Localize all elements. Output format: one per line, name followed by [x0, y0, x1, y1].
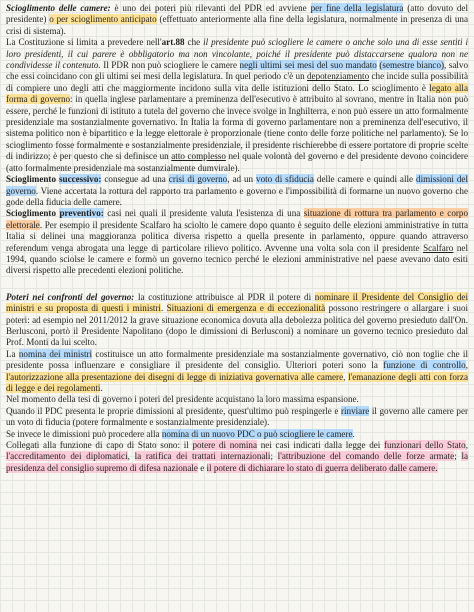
text-run: (atto dovuto del presidente) — [6, 3, 468, 25]
text-run: l'autorizzazione alla presentazione dei disegni di legge di iniziativa governativa alle camere — [6, 371, 344, 382]
text-run: nominare il Presidente del Consiglio dei ministri e su proposta di questi i ministri — [6, 291, 468, 314]
text-run: preventivo: — [59, 208, 104, 219]
text-run: . — [352, 428, 355, 439]
text-run: nomina di un nuovo PDC o può sciogliere le camere — [161, 428, 353, 439]
text-run: la presidenza del consiglio supremo di difesa nazionale — [6, 451, 469, 473]
text-run: Quando il PDC presenta le proprie dimissioni al presidente, quest'ultimo può respingerle e — [6, 405, 341, 416]
text-run: art.88 — [161, 37, 185, 48]
text-run: o per scioglimento anticipato — [49, 14, 157, 25]
text-run: l'emanazione degli atti con forza di legge e dei regolamenti — [6, 371, 468, 393]
text-run: il governo alle camere per un voto di fiducia (potere formalmente e sostanzialmente presidenziale). — [6, 405, 469, 428]
paragraph-scioglimento-preventivo — [6, 208, 468, 276]
text-run: voto di sfiducia — [256, 174, 314, 185]
text-run: (semestre bianco) — [379, 60, 445, 71]
text-run: l'attribuzione del comando delle forze armate — [277, 451, 455, 462]
text-run: crisi di governo — [168, 174, 228, 185]
text-run: Nel momento della tesi di governo i poteri del presidente acquistano la loro massima espansione. — [6, 394, 359, 405]
text-run: il presidente può sciogliere le camere o anche solo una di esse sentiti i loro presidenti, il cui parere è obbligatorio ma non vincolante, poiché il presidente può distaccarsene qualora non ne condividesse il contenuto. — [6, 37, 469, 71]
text-run: è uno dei poteri più rilevanti del PDR ed avviene — [110, 3, 311, 13]
text-run: . — [100, 383, 103, 393]
text-run: negli ultimi sei mesi del suo mandato — [239, 60, 377, 71]
text-run: l'accreditamento dei diplomatici — [6, 451, 128, 462]
text-run: per fine della legislatura — [310, 3, 404, 13]
paragraph-gap — [6, 277, 468, 292]
text-run: nei casi indicati dalla legge dei — [257, 440, 385, 451]
text-run: situazione di rottura tra parlamento e corpo elettorale — [6, 208, 468, 230]
text-run: , — [127, 451, 135, 462]
text-run: nel quale volontà del governo e del presidente devono coincidere (atto formalmente presidenziale ma sostanzialmente dumvirale). — [6, 151, 468, 173]
document-text — [6, 3, 468, 474]
text-run: , — [343, 371, 349, 382]
text-run: la costituzione attribuisce al PDR il potere di — [134, 291, 315, 302]
text-run: Situazioni di emergenza e di eccezionalità — [166, 303, 326, 314]
paragraph-poteri-governo — [6, 292, 468, 475]
text-run: funzione di controllo — [383, 360, 466, 371]
text-run: legato alla forma di governo — [6, 82, 468, 105]
text-run: atto complesso — [171, 151, 226, 162]
text-run: la ratifica dei trattati internazionali — [134, 451, 271, 462]
paragraph-scioglimento-successivo — [6, 174, 468, 208]
text-run: nel 1994, quando sciolse le camere e formò un governo tecnico perché le elezioni amministrative nel paese avevano dato esiti diversi rispetto alle precedenti elezioni politiche. — [6, 242, 468, 276]
text-run: , ad un — [227, 174, 257, 185]
text-run: . Per esempio il presidente Scalfaro ha sciolto le camere dopo quanto è seguito delle elezioni amministrative in tutta Italia si delinei una maggioranza politica diversa rispetto a quella presente in parlamento, oppure quando attraverso referendum venga abrogata una legge di particolare rilievo politico. Avvenne una volta sola con il presidente — [6, 219, 468, 253]
text-run: possono restringere o allargare i suoi poteri: ad esempio nel 2011/2012 la grave situazione economica dovuta alla debolezza politica del governo presieduto dall'On. Berlusconi, portò il Presidente Napolitano (dopo le dimissioni di Berlusconi) a nominare un governo tecnico presieduto dal Prof. Monti da lui scelto. — [6, 303, 469, 348]
text-run: il potere di dichiarare lo stato di guerra deliberato dalle camere. — [206, 462, 438, 473]
text-run: potere di nomina — [192, 440, 258, 451]
text-run: e — [197, 462, 207, 473]
text-run: consegue ad una — [101, 174, 169, 185]
text-run: Scioglimento delle camere: — [6, 3, 111, 13]
text-run: (effettuato anteriormente alla fine della legislatura, normalmente in presenza di una crisi di sistema). — [6, 14, 468, 36]
text-run: , — [465, 440, 468, 451]
text-run: . Viene accertata la rottura del rapporto tra parlamento e governo e l'impossibilità di formarne un nuovo governo che gode della fiducia delle camere. — [6, 185, 468, 207]
text-run: che incide sulla possibilità di compiere uno degli atti che maggiormente incidono sulla vita delle istituzioni dello Stato. Lo scioglimento è — [6, 71, 468, 93]
text-run: ; — [270, 451, 278, 462]
text-run: nomina dei ministri — [18, 348, 93, 359]
text-run: delle camere e quindi alle — [313, 174, 417, 185]
text-run: ; — [454, 451, 462, 462]
text-run: La — [6, 348, 19, 359]
text-run: , salvo che essi coincidano con gli ultimi sei mesi della legislatura. In quel periodo c'è un — [6, 60, 469, 82]
text-run: La Costituzione si limita a prevedere nell' — [6, 37, 162, 48]
text-run: Poteri nei confronti del governo: — [6, 291, 135, 302]
text-run: : in quella inglese parlamentare a preminenza dell'esecutivo è attribuito al sovrano, mentre in Italia non può essere, perché le funzioni di istituto a tutela del governo che invece svolge in Inghilterra, e non può essere un atto formalmente presidenziale ma sostanzialmente governativo. In Italia la forma di governo parlamentare non a preminenza dell'esecutivo, il sistema politico non è bipartitico e la legge elettorale è proporzionale (tiene conto delle forze politiche nel parlamento). Se lo scioglimento fosse formalmente e sostanzialmente presidenziale, il presidente rischierebbe di essere portatore di proprie scelte di indirizzo; è per questo che si definisce un — [6, 94, 469, 162]
text-run: , — [465, 360, 468, 371]
text-run: casi nei quali il presidente valuta l'esistenza di una — [103, 208, 304, 219]
text-run: Scioglimento — [6, 174, 59, 185]
text-run: depotenziamento — [307, 71, 370, 82]
paragraph-scioglimento — [6, 3, 468, 174]
text-run: funzionari dello Stato — [384, 440, 466, 451]
text-run: dimissioni del governo — [6, 174, 468, 196]
text-run: Scalfaro — [423, 242, 454, 253]
text-run: Se invece le dimissioni può procedere alla — [6, 428, 162, 439]
text-run: Scioglimento — [6, 208, 60, 219]
text-run: Il PDR non può sciogliere le camere — [100, 60, 240, 71]
text-run: . — [160, 303, 167, 314]
text-run: costituisce un atto formalmente presidenziale ma sostanzialmente governativo, ciò non toglie che il presidente possa influenzare e consigliare il presidente del consiglio. Ulteriori poteri sono la — [6, 348, 468, 371]
text-run: successivo: — [58, 174, 102, 185]
text-run: che — [184, 37, 204, 48]
text-run: Collegati alla funzione di capo di Stato sono: il — [6, 440, 193, 451]
text-run: rinviare — [340, 405, 370, 416]
